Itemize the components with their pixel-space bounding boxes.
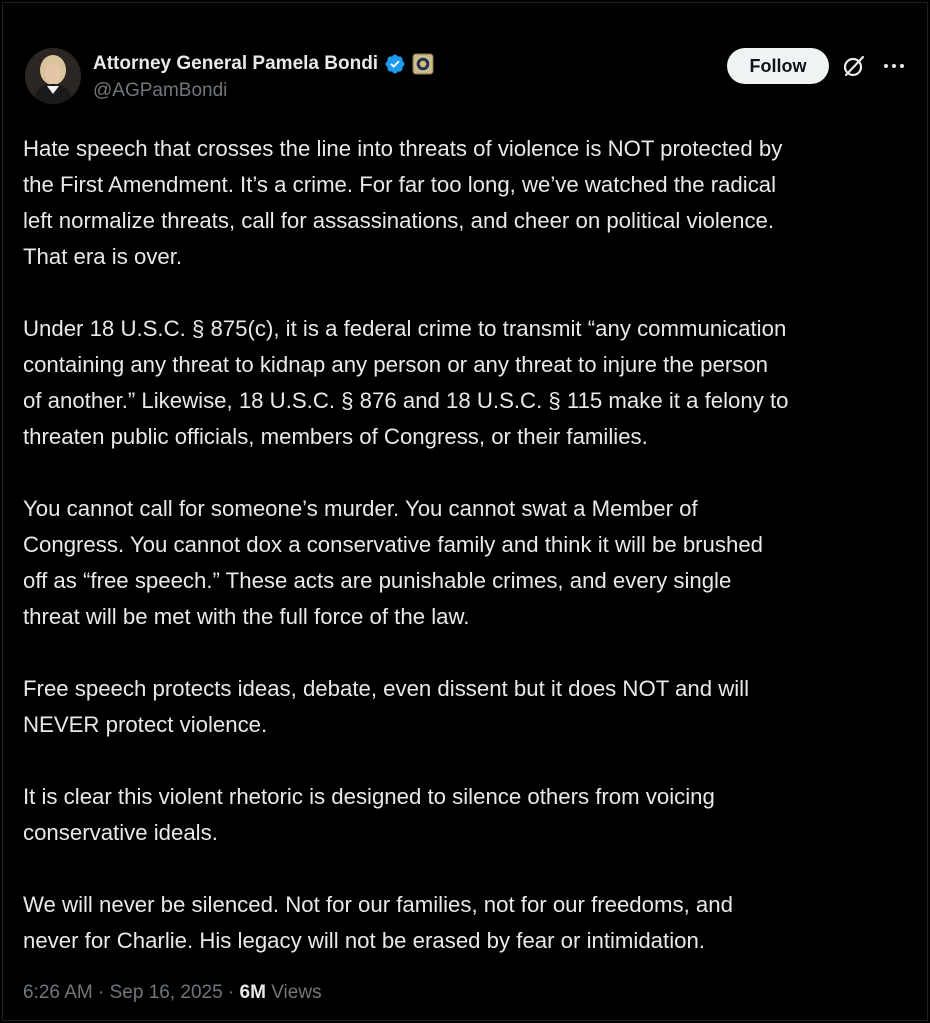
views-count: 6M <box>239 982 266 1003</box>
tweet-paragraph: Free speech protects ideas, debate, even dissent but it does NOT and will NEVER protect violence. <box>23 676 750 737</box>
views-label: Views <box>265 982 322 1003</box>
verified-badge-icon <box>384 53 406 75</box>
tweet-date[interactable]: Sep 16, 2025 <box>109 982 223 1003</box>
follow-button[interactable]: Follow <box>727 48 829 84</box>
tweet-body <box>23 131 913 959</box>
display-name-row <box>93 51 434 77</box>
tweet-time[interactable]: 6:26 AM <box>23 982 93 1003</box>
tweet-paragraph: Under 18 U.S.C. § 875(c), it is a federal crime to transmit “any communication containing any threat to kidnap any person or any threat to injure the person of another.” Likewise, 18 U.S.C. § 876 and 18 U.S.C. § 115 make it a felony to threaten public officials, members of Congress, or their families. <box>23 316 789 449</box>
tweet-meta <box>23 982 322 1004</box>
grok-icon[interactable] <box>841 53 867 79</box>
author-names <box>93 51 434 102</box>
tweet-paragraph: It is clear this violent rhetoric is designed to silence others from voicing conservative ideals. <box>23 784 715 845</box>
display-name[interactable]: Attorney General Pamela Bondi <box>93 53 379 74</box>
tweet-card <box>2 2 928 1021</box>
more-options-icon[interactable] <box>881 53 907 79</box>
meta-separator: · <box>222 982 240 1003</box>
avatar[interactable] <box>25 48 81 104</box>
author-handle[interactable]: @AGPamBondi <box>93 80 228 101</box>
tweet-paragraph: We will never be silenced. Not for our families, not for our freedoms, and never for Charlie. His legacy will not be erased by fear or intimidation. <box>23 892 733 953</box>
tweet-paragraph: You cannot call for someone’s murder. You cannot swat a Member of Congress. You cannot dox a conservative family and think it will be brushed off as “free speech.” These acts are punishable crimes, and every single threat will be met with the full force of the law. <box>23 496 764 629</box>
tweet-header <box>25 47 911 109</box>
meta-separator: · <box>92 982 110 1003</box>
government-seal-icon <box>412 53 434 75</box>
tweet-paragraph: Hate speech that crosses the line into threats of violence is NOT protected by the First Amendment. It’s a crime. For far too long, we’ve watched the radical left normalize threats, call for assassinations, and cheer on political violence. That era is over. <box>23 136 783 269</box>
